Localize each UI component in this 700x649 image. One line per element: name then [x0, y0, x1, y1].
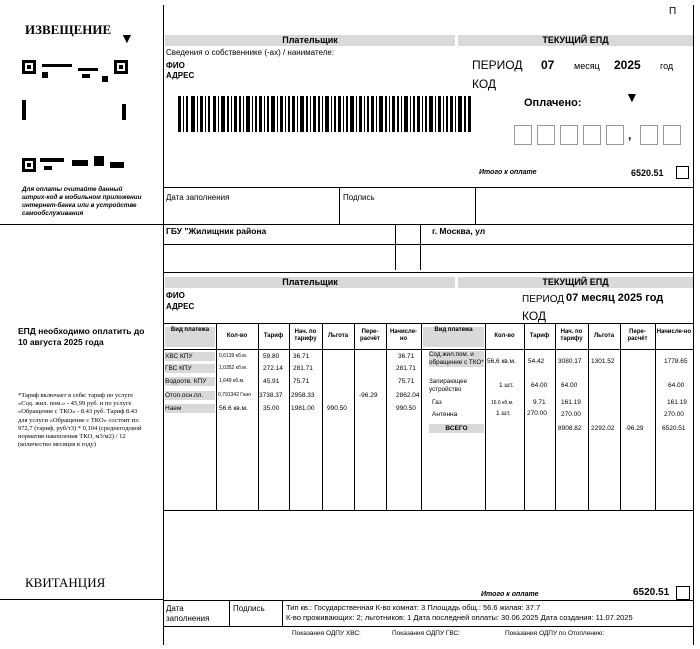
fill-date-label: Дата заполнения [166, 193, 230, 202]
signature-label-bottom: Подпись [233, 604, 265, 613]
table-header: Кол-во [226, 333, 248, 339]
notice-title: ИЗВЕЩЕНИЕ [25, 22, 112, 37]
table-cell: 1301.52 [591, 358, 615, 365]
period-text-bottom: ПЕРИОД [522, 294, 565, 305]
table-cell: 8908.82 [558, 425, 582, 432]
table-cell: 56.6 кв.м. [219, 405, 248, 412]
table-cell: 2958.33 [291, 392, 315, 399]
fio-label-bottom: ФИО [166, 291, 185, 300]
table-cell: 59.80 [263, 353, 280, 360]
triangle-down-icon: ▼ [120, 30, 134, 46]
divider-org [395, 224, 396, 270]
table-cell: 1 шт. [496, 410, 511, 417]
table-cell: Наем [165, 404, 215, 413]
divider-meters [163, 626, 693, 627]
divider-vertical [163, 5, 164, 645]
divider-bottom-start [163, 272, 693, 273]
qr-hint: Для оплаты считайте данный штрих-код в мобильном приложении интернет-банка или в устройстве самообслуживания [22, 186, 142, 217]
month-label: месяц [574, 61, 600, 71]
table-cell: 75.71 [398, 378, 415, 385]
table-header: Пере-расчёт [360, 329, 380, 342]
table-col-line [524, 323, 525, 510]
table-cell: 1,0352 кб.м. [219, 365, 248, 371]
table-cell: 281.71 [293, 365, 313, 372]
table-cell: 990.50 [396, 405, 416, 412]
paid-digit-box[interactable] [583, 125, 601, 145]
comma-separator: , [628, 128, 632, 142]
table-cell: 990.50 [327, 405, 347, 412]
paid-label: Оплачено: [524, 97, 582, 109]
total-checkbox-bottom[interactable] [676, 586, 690, 600]
paid-digit-box[interactable] [640, 125, 658, 145]
apartment-info: Тип кв.: Государственная К-во комнат: 3 Площадь общ.: 56.6 жилая: 37.7 [286, 603, 541, 612]
divider-left [0, 224, 163, 225]
period-value-bottom: 07 месяц 2025 год [566, 292, 664, 304]
table-col-line [289, 323, 290, 510]
table-cell: 3738.37 [259, 392, 283, 399]
table-cell: 64.00 [668, 382, 685, 389]
paid-digit-box[interactable] [514, 125, 532, 145]
meter-heat: Показания ОДПУ по Отоплению: [505, 630, 605, 637]
table-col-line [216, 323, 217, 510]
table-header: Льгота [327, 333, 349, 339]
residents-info: К-во проживающих: 2; льготников: 1 Дата последней оплаты: 30.06.2025 Дата создания: 11.07.2025 [286, 613, 633, 622]
period-month: 07 [541, 58, 555, 72]
divider-bottom-total [163, 600, 693, 601]
total-value: 6520.51 [631, 168, 664, 178]
address-label: АДРЕС [166, 71, 195, 80]
table-top-line [163, 323, 693, 324]
payer-header: Плательщик [165, 35, 455, 46]
table-cell: 54.42 [528, 358, 545, 365]
table-header: Тариф [263, 333, 284, 339]
table-cell: 1981.00 [291, 405, 315, 412]
code-label: КОД [472, 77, 497, 91]
divider-top-total [163, 187, 693, 188]
table-cell: 9.71 [533, 399, 546, 406]
total-label-bottom: Итого к оплате [481, 591, 539, 598]
table-cell: 2862.04 [396, 392, 420, 399]
total-label: Итого к оплате [479, 169, 537, 176]
table-cell: Запирающее устройство [429, 378, 468, 393]
table-cell: 1,649 кб.м. [219, 378, 245, 384]
table-col-line [555, 323, 556, 510]
divider-bottom-sign [282, 600, 283, 626]
barcode [178, 96, 472, 132]
table-cell: ХВС КПУ [165, 352, 215, 361]
divider-top-org [163, 244, 693, 245]
table-cell: 0,6139 кб.м. [219, 353, 248, 359]
table-cell: 270.00 [527, 410, 547, 417]
divider-left-bottom [0, 599, 163, 600]
table-header: Кол-во [494, 333, 515, 339]
table-col-line [354, 323, 355, 510]
org-city: г. Москва, ул [432, 226, 486, 236]
meter-gvs: Показания ОДПУ ГВС: [392, 630, 461, 637]
table-header: Вид платежа [165, 327, 215, 347]
table-header: Начисле-но [656, 329, 692, 335]
table-cell: 270.00 [664, 411, 684, 418]
current-epd-header: ТЕКУЩИЙ ЕПД [458, 35, 693, 46]
table-cell: 6520.51 [662, 425, 686, 432]
table-header: Начисле-но [389, 329, 418, 342]
table-cell: -96.29 [625, 425, 644, 432]
table-cell: 161.19 [667, 399, 687, 406]
total-value-bottom: 6520.51 [633, 587, 670, 598]
tariff-note: *Тариф включает в себя: тариф по услуге «Сод. жил. пом.» - 45,99 руб. и по услуге «Обращение с ТКО» - 8.43 руб. Тариф 8.43 для услуги «Обращение с ТКО» состоит из: 972,7 (тариф, руб/т3) * 0,104 (среднегодовой норматив накопления ТКО, м3/м2) / 12 (количество месяцев в году) [18, 392, 142, 449]
table-bottom-line [163, 510, 693, 511]
table-col-line [655, 323, 656, 510]
table-cell: 1 шт. [499, 382, 514, 389]
table-cell: 0,791342 Гкал [218, 392, 251, 398]
table-cell: Антенна [432, 411, 458, 418]
divider-right [693, 5, 694, 645]
fio-label: ФИО [166, 61, 185, 70]
table-cell: 45.91 [263, 378, 280, 385]
table-cell: 1778.65 [664, 358, 688, 365]
table-cell: 3080.17 [558, 358, 582, 365]
owner-info-label: Сведения о собственнике (-ах) / нанимателе: [166, 48, 335, 57]
table-cell: 36.71 [398, 353, 415, 360]
divider-org-2 [420, 224, 421, 270]
table-col-line [588, 323, 589, 510]
table-cell: ВСЕГО [429, 424, 484, 433]
table-cell: 2292.02 [591, 425, 615, 432]
table-cell: Отоп.осн.пл. [165, 391, 215, 400]
table-cell: 16.6 кб.м. [491, 400, 514, 406]
table-cell: ГВС КПУ [165, 364, 215, 373]
table-cell: 56,6 кв.м. [487, 358, 516, 365]
table-header: Вид платежа [423, 327, 484, 347]
period-year: 2025 [614, 58, 641, 72]
payer-header-bottom: Плательщик [165, 277, 455, 288]
table-cell: 281.71 [396, 365, 416, 372]
receipt-title: КВИТАНЦИЯ [25, 575, 106, 590]
table-col-line [485, 323, 486, 510]
table-cell: -96.29 [359, 392, 378, 399]
code-label-bottom: КОД [522, 309, 547, 323]
current-epd-header-bottom: ТЕКУЩИЙ ЕПД [458, 277, 693, 288]
meter-hvs: Показания ОДПУ ХВС: [292, 630, 361, 637]
table-header: Пере-расчёт [627, 329, 648, 342]
paid-digit-box[interactable] [663, 125, 681, 145]
org-name: ГБУ "Жилищник района [166, 226, 267, 236]
table-col-line [322, 323, 323, 510]
table-col-line [258, 323, 259, 510]
table-cell: 64.00 [531, 382, 548, 389]
table-cell: Водоотв. КПУ [165, 377, 215, 386]
page-mark: П [669, 6, 677, 17]
divider-bottom-fill [229, 600, 230, 626]
table-header: Нач. по тарифу [560, 329, 583, 342]
divider-sign-right [475, 187, 476, 224]
divider-fill-sign [339, 187, 340, 224]
address-label-bottom: АДРЕС [166, 302, 195, 311]
divider-top-section [163, 224, 693, 225]
table-cell: Сод.жил.пом. и обращение с ТКО* [429, 351, 484, 366]
year-label: год [660, 61, 674, 71]
table-cell: 161.19 [561, 399, 581, 406]
paid-digit-box[interactable] [606, 125, 624, 145]
table-header-line [163, 349, 693, 350]
paid-digit-box[interactable] [560, 125, 578, 145]
table-col-line [620, 323, 621, 510]
table-cell: 64.00 [561, 382, 578, 389]
table-cell: 36.71 [293, 353, 310, 360]
table-col-line [421, 323, 422, 510]
total-checkbox[interactable] [676, 166, 689, 179]
payment-deadline: ЕПД необходимо оплатить до 10 августа 2025 года [18, 326, 145, 347]
table-col-line [386, 323, 387, 510]
table-cell: 35.00 [263, 405, 280, 412]
table-cell: Газ [432, 399, 442, 406]
table-cell: 270.00 [561, 411, 581, 418]
fill-date-label-bottom: Дата заполнения [166, 604, 210, 623]
table-header: Тариф [529, 333, 550, 339]
triangle-down-icon: ▼ [625, 89, 639, 105]
table-cell: 75.71 [293, 378, 310, 385]
paid-digit-box[interactable] [537, 125, 555, 145]
period-label: ПЕРИОД [472, 58, 523, 72]
signature-label: Подпись [343, 193, 375, 202]
table-cell: 272.14 [263, 365, 283, 372]
qr-code [22, 60, 128, 172]
table-header: Льгота [593, 333, 615, 339]
table-header: Нач. по тарифу [294, 329, 317, 342]
